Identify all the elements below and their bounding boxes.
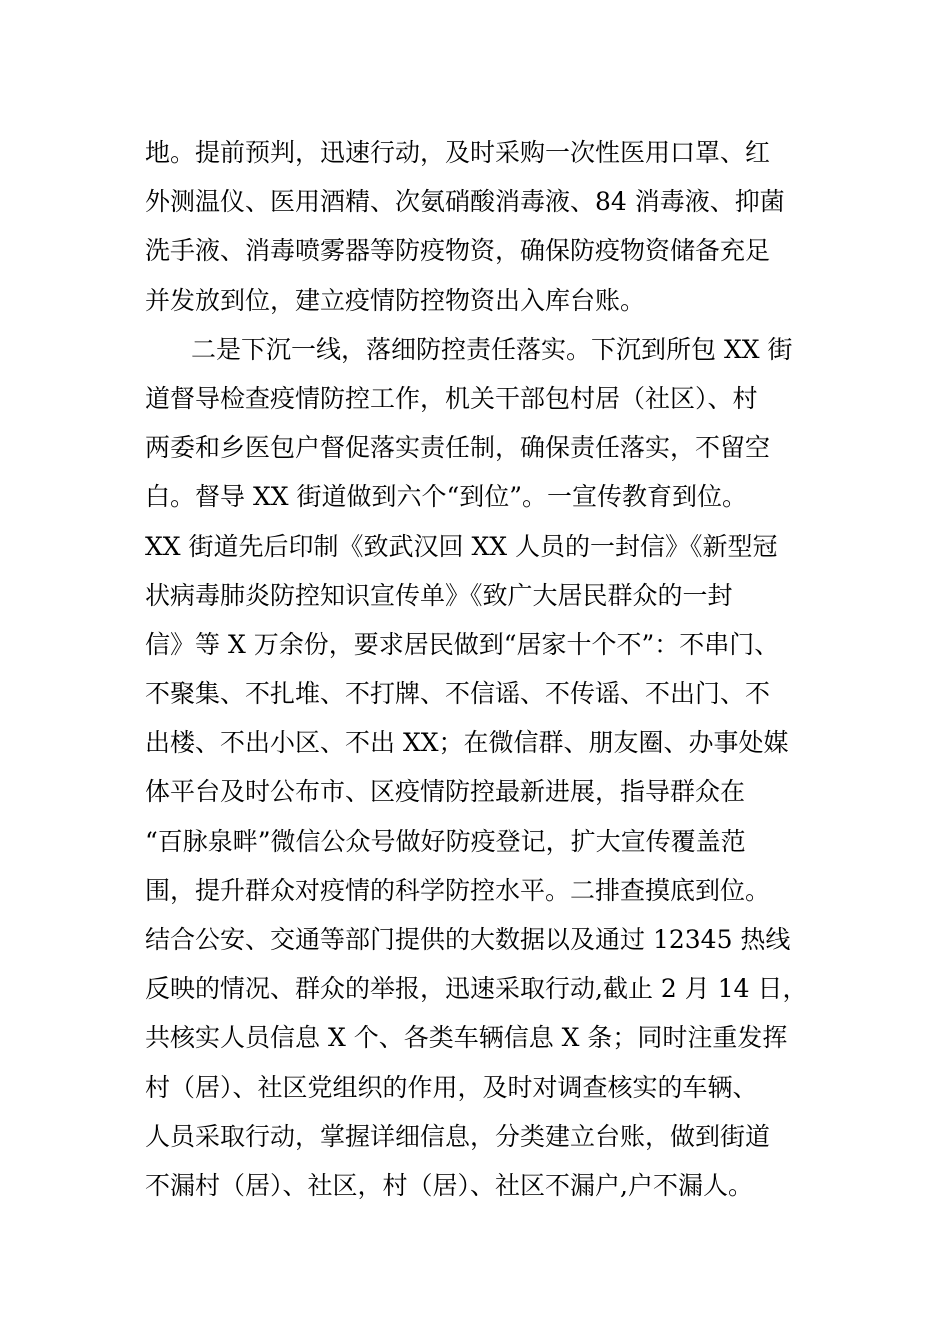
- text-line-21: 人员采取行动，掌握详细信息，分类建立台账，做到街道: [145, 1121, 771, 1151]
- text-line-1: 地。提前预判，迅速行动，及时采购一次性医用口罩、红: [145, 138, 771, 167]
- text-line-4: 并发放到位，建立疫情防控物资出入库台账。: [145, 285, 646, 315]
- text-line-9: XX 街道先后印制《致武汉回 XX 人员的一封信》《新型冠: [145, 531, 778, 561]
- text-line-17: 结合公安、交通等部门提供的大数据以及通过 12345 热线: [145, 925, 791, 954]
- text-line-12: 不聚集、不扎堆、不打牌、不信谣、不传谣、不出门、不: [145, 679, 771, 709]
- paragraph-2-first-line: 二是下沉一线，落细防控责任落实。下沉到所包 XX 街: [191, 334, 793, 364]
- text-line-19: 共核实人员信息 X 个、各类车辆信息 X 条；同时注重发挥: [145, 1023, 788, 1053]
- text-line-15: “百脉泉畔”微信公众号做好防疫登记，扩大宣传覆盖范: [145, 826, 746, 856]
- body-text: [145, 128, 815, 1210]
- text-line-8: 白。督导 XX 街道做到六个“到位”。一宣传教育到位。: [145, 482, 748, 512]
- text-line-3: 洗手液、消毒喷雾器等防疫物资，确保防疫物资储备充足: [145, 236, 771, 266]
- text-line-13: 出楼、不出小区、不出 XX；在微信群、朋友圈、办事处媒: [145, 728, 789, 758]
- text-line-20: 村（居）、社区党组织的作用，及时对调查核实的车辆、: [145, 1072, 758, 1102]
- text-line-6: 道督导检查疫情防控工作，机关干部包村居（社区）、村: [145, 383, 758, 413]
- text-line-2: 外测温仪、医用酒精、次氨硝酸消毒液、84 消毒液、抑菌: [145, 187, 785, 217]
- text-line-18: 反映的情况、群众的举报，迅速采取行动,截止 2 月 14 日，: [145, 974, 808, 1004]
- text-line-7: 两委和乡医包户督促落实责任制，确保责任落实，不留空: [145, 433, 771, 463]
- text-line-22: 不漏村（居）、社区，村（居）、社区不漏户,户不漏人。: [145, 1170, 753, 1200]
- text-line-16: 围，提升群众对疫情的科学防控水平。二排查摸底到位。: [145, 875, 771, 905]
- text-line-14: 体平台及时公布市、区疫情防控最新进展，指导群众在: [145, 777, 746, 807]
- text-line-10: 状病毒肺炎防控知识宣传单》《致广大居民群众的一封: [145, 580, 733, 610]
- text-line-11: 信》等 X 万余份，要求居民做到“居家十个不”：不串门、: [145, 629, 780, 659]
